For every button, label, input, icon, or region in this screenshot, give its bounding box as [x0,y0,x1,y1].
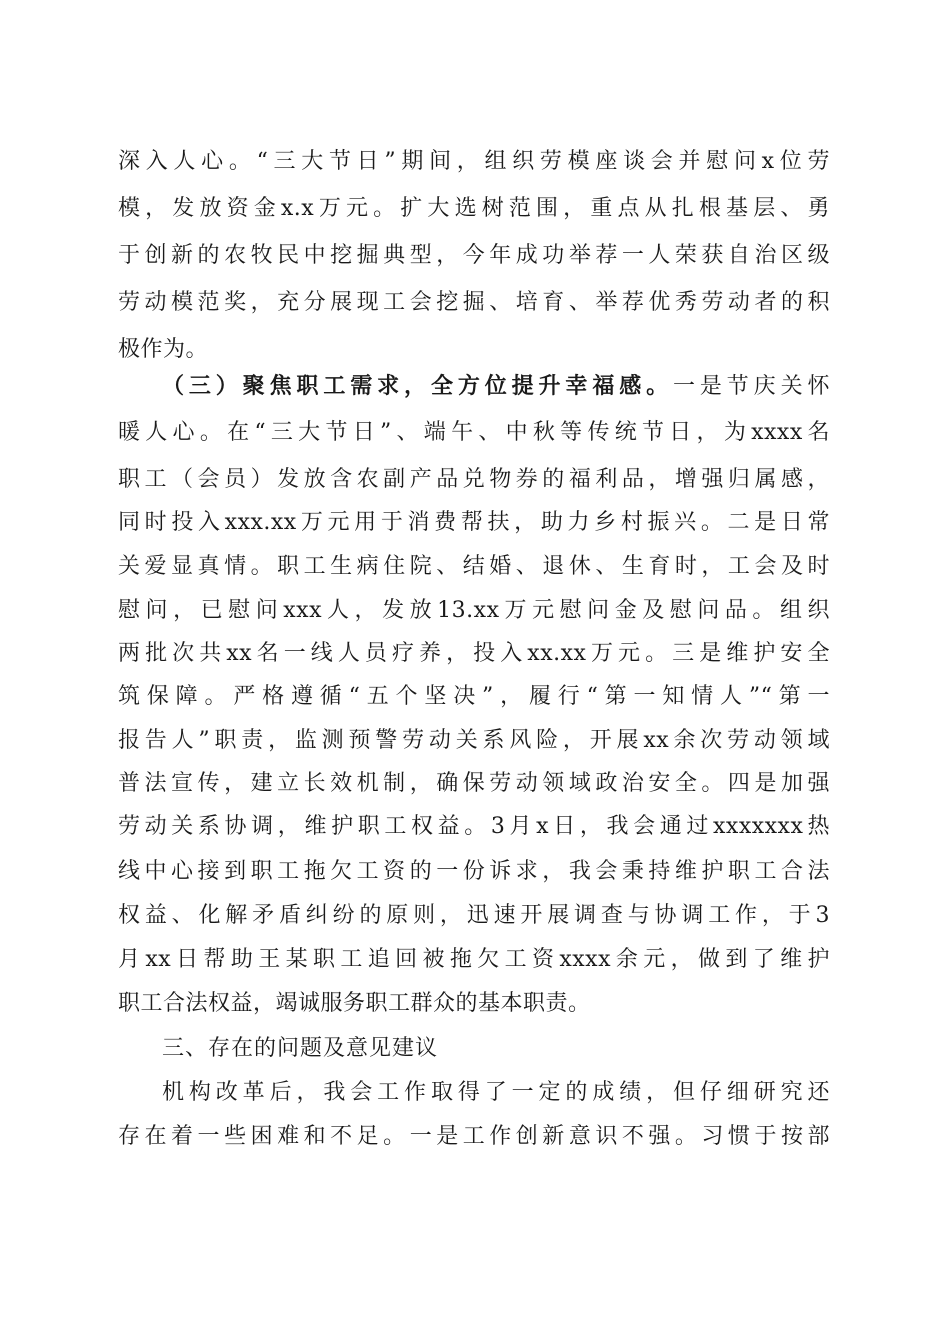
paragraph-2-line-1-text: 一是节庆关怀 [673,374,830,399]
section-heading: 三、存在的问题及意见建议 [162,1036,439,1061]
paragraph-2-line-15: 职工合法权益，竭诚服务职工群众的基本职责。 [118,991,591,1016]
paragraph-2-line-5: 关爱显真情。职工生病住院、结婚、退休、生育时，工会及时 [118,554,830,579]
paragraph-2-line-2: 暖人心。在“三大节日”、端午、中秋等传统节日，为xxxx名 [118,420,830,445]
paragraph-2-line-4: 同时投入xxx.xx万元用于消费帮扶，助力乡村振兴。二是日常 [118,510,830,535]
paragraph-2-line-13: 权益、化解矛盾纠纷的原则，迅速开展调查与协调工作，于3 [118,903,830,928]
paragraph-2-line-11: 劳动关系协调，维护职工权益。3月x日，我会通过xxxxxxx热 [118,814,830,839]
paragraph-2-line-7: 两批次共xx名一线人员疗养，投入xx.xx万元。三是维护安全 [118,641,830,666]
paragraph-1-line-1: 深入人心。“三大节日”期间，组织劳模座谈会并慰问x位劳 [118,149,830,174]
paragraph-3-line-2: 存在着一些困难和不足。一是工作创新意识不强。习惯于按部 [118,1124,830,1149]
paragraph-3-line-1: 机构改革后，我会工作取得了一定的成绩，但仔细研究还 [162,1080,830,1105]
section-subheading: （三）聚焦职工需求，全方位提升幸福感。 [162,373,673,399]
paragraph-2-line-14: 月xx日帮助王某职工追回被拖欠工资xxxx余元，做到了维护 [118,947,830,972]
paragraph-1-line-4: 劳动模范奖，充分展现工会挖掘、培育、举荐优秀劳动者的积 [118,290,830,315]
paragraph-1-line-2: 模，发放资金x.x万元。扩大选树范围，重点从扎根基层、勇 [118,196,830,221]
paragraph-2-line-8: 筑保障。严格遵循“五个坚决”，履行“第一知情人”“第一 [118,684,830,709]
paragraph-2-line-12: 线中心接到职工拖欠工资的一份诉求，我会秉持维护职工合法 [118,859,830,884]
paragraph-2-line-1 [162,366,830,406]
paragraph-2-line-10: 普法宣传，建立长效机制，确保劳动领域政治安全。四是加强 [118,771,830,796]
paragraph-1-line-3: 于创新的农牧民中挖掘典型，今年成功举荐一人荣获自治区级 [118,243,830,268]
paragraph-2-line-9: 报告人”职责，监测预警劳动关系风险，开展xx余次劳动领域 [118,728,830,753]
paragraph-2-line-6: 慰问，已慰问xxx人，发放13.xx万元慰问金及慰问品。组织 [118,598,830,623]
paragraph-2-line-3: 职工（会员）发放含农副产品兑物券的福利品，增强归属感， [118,467,830,492]
paragraph-1-line-5: 极作为。 [118,337,209,362]
